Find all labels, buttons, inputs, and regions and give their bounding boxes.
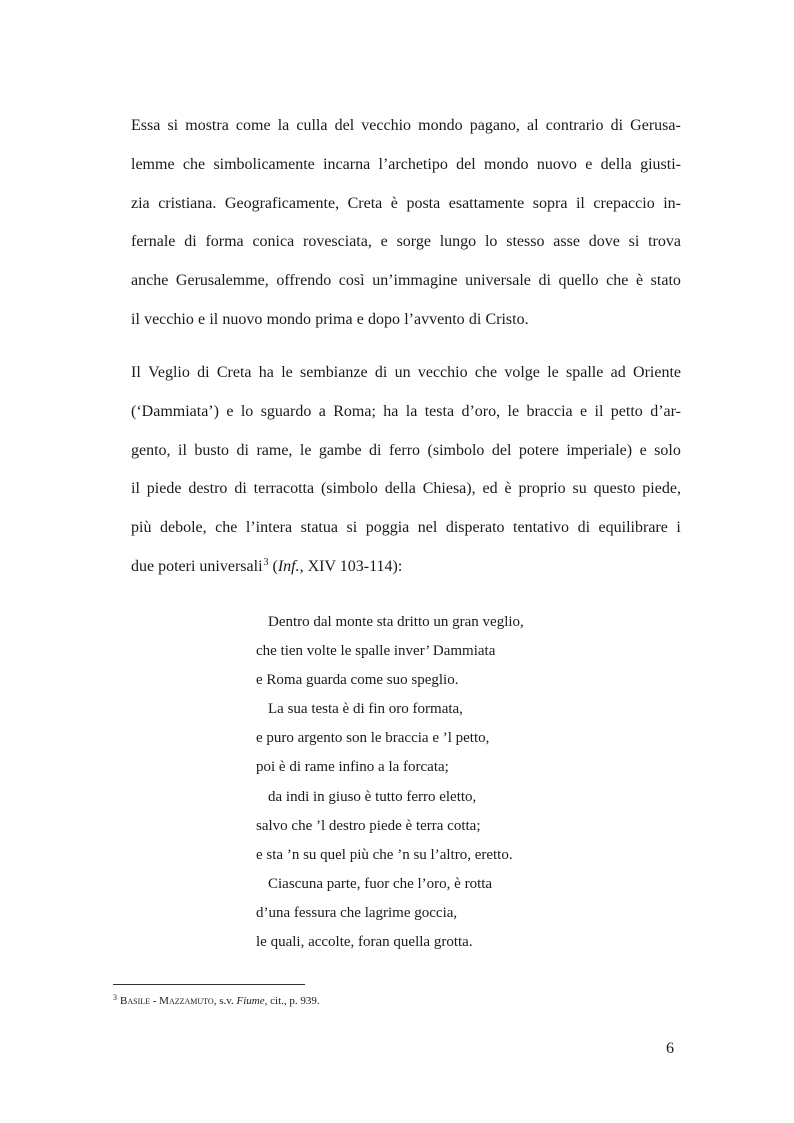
poem-verse: che tien volte le spalle inver’ Dammiata [256,643,496,660]
paragraph-1 [131,107,681,340]
paragraph-line: zia cristiana. Geograficamente, Creta è posta esattamente sopra il crepaccio in- [131,194,681,212]
poem-verse: Ciascuna parte, fuor che l’oro, è rotta [268,875,493,892]
page-number: 6 [666,1040,674,1057]
poem-verse: da indi in giuso è tutto ferro eletto, [268,788,477,805]
paragraph-line: gento, il busto di rame, le gambe di ferro (simbolo del potere imperiale) e solo [131,441,681,459]
paragraph-line: Il Veglio di Creta ha le sembianze di un vecchio che volge le spalle ad Oriente [131,364,681,381]
footnote [113,995,320,1007]
paragraph-line [131,548,681,587]
poem-verse: e Roma guarda come suo speglio. [256,672,459,689]
poem-verse: e sta ’n su quel più che ’n su l’altro, eretto. [256,846,513,863]
paragraph-line: il piede destro di terracotta (simbolo della Chiesa), ed è proprio su questo piede, [131,480,681,498]
paragraph-line: Essa si mostra come la culla del vecchio mondo pagano, al contrario di Gerusa- [131,117,681,134]
poem-quotation [256,608,524,957]
footnote-divider [113,984,305,985]
paragraph-line: lemme che simbolicamente incarna l’archetipo del mondo nuovo e della giusti- [131,155,681,173]
paragraph-2 [131,354,681,587]
paragraph-line: il vecchio e il nuovo mondo prima e dopo l’avvento di Cristo. [131,310,529,328]
paragraph-2-last-text: due poteri universali [131,557,263,575]
paragraph-line: più debole, che l’intera statua si poggia nel disperato tentativo di equilibrare i [131,519,681,537]
poem-verse: poi è di rame infino a la forcata; [256,759,449,776]
footnote-reference: 3 [263,556,269,568]
citation-work: Inf., [277,557,304,575]
poem-verse: La sua testa è di fin oro formata, [268,701,463,718]
poem-verse: le quali, accolte, foran quella grotta. [256,934,473,951]
poem-verse: Dentro dal monte sta dritto un gran veglio, [268,614,524,630]
footnote-sv: , s.v. [213,995,234,1007]
footnote-authors: Basile - Mazzamuto [120,995,214,1007]
poem-verse: e puro argento son le braccia e ’l petto, [256,730,490,747]
paragraph-line: (‘Dammiata’) e lo sguardo a Roma; ha la testa d’oro, le braccia e il petto d’ar- [131,402,681,420]
paragraph-line: anche Gerusalemme, offrendo così un’immagine universale di quello che è stato [131,272,681,290]
footnote-work: Fiume [236,995,265,1007]
paragraph-line: fernale di forma conica rovesciata, e sorge lungo lo stesso asse dove si trova [131,233,681,251]
poem-verse: d’una fessura che lagrime goccia, [256,904,458,921]
footnote-rest: , cit., p. 939. [264,995,320,1007]
footnote-number: 3 [113,993,117,1002]
citation-verses: XIV 103-114): [307,557,403,575]
poem-verse: salvo che ’l destro piede è terra cotta; [256,817,481,834]
citation-paren: ( [272,557,278,575]
